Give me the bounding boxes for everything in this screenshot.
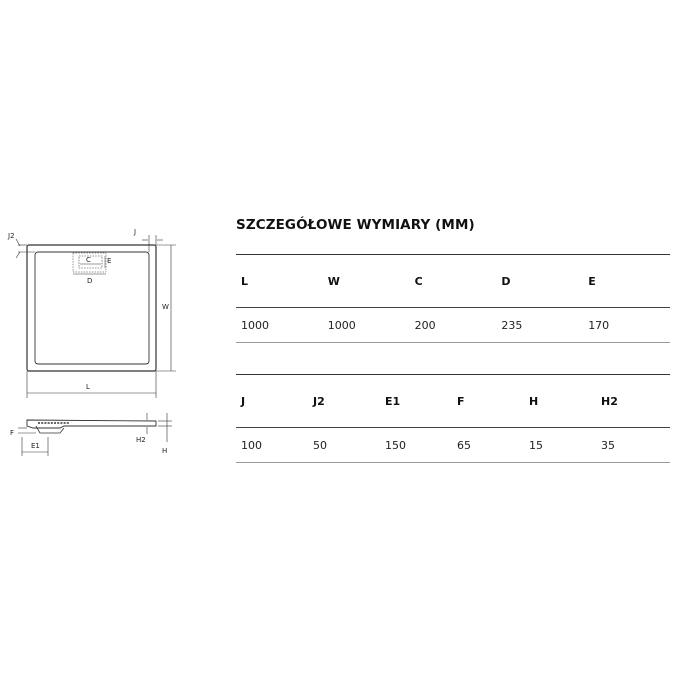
value-c: 200: [414, 318, 436, 332]
header-e1: E1: [385, 394, 401, 408]
header-j2: J2: [313, 394, 325, 408]
value-h: 15: [529, 438, 543, 452]
value-e1: 150: [385, 438, 406, 452]
value-l: 1000: [241, 318, 269, 332]
value-j: 100: [241, 438, 262, 452]
label-c: C: [86, 256, 91, 264]
header-c: C: [414, 274, 423, 288]
table-2-header-row: [236, 374, 670, 428]
header-w: W: [327, 274, 340, 288]
header-h2: H2: [601, 394, 618, 408]
value-j2: 50: [313, 438, 327, 452]
label-e1: E1: [31, 442, 40, 450]
section-title: SZCZEGÓŁOWE WYMIARY (MM): [236, 217, 475, 233]
label-f: F: [10, 429, 15, 437]
header-h: H: [529, 394, 539, 408]
table-2-value-row: [236, 428, 670, 463]
label-e: E: [107, 257, 112, 265]
header-j: J: [241, 394, 246, 408]
header-f: F: [457, 394, 465, 408]
dimensions-table-2: [236, 374, 670, 463]
label-h2: H2: [136, 436, 146, 444]
tray-inner-surface: [35, 252, 149, 364]
dimension-lines: [16, 235, 176, 398]
value-h2: 35: [601, 438, 615, 452]
table-1-value-row: [236, 308, 670, 343]
label-d: D: [87, 277, 93, 285]
value-d: 235: [501, 318, 523, 332]
value-f: 65: [457, 438, 471, 452]
header-l: L: [241, 274, 249, 288]
value-w: 1000: [327, 318, 356, 332]
label-h: H: [162, 447, 168, 455]
header-d: D: [501, 274, 511, 288]
tray-profile: [27, 420, 156, 428]
side-view: [18, 413, 172, 456]
label-j2: J2: [8, 232, 15, 240]
top-view: [27, 245, 156, 371]
label-j: J: [134, 228, 137, 236]
label-l: L: [86, 383, 90, 391]
label-w: W: [162, 303, 169, 311]
table-1-header-row: [236, 254, 670, 308]
value-e: 170: [588, 318, 610, 332]
dimensions-table-1: [236, 254, 670, 343]
header-e: E: [588, 274, 596, 288]
